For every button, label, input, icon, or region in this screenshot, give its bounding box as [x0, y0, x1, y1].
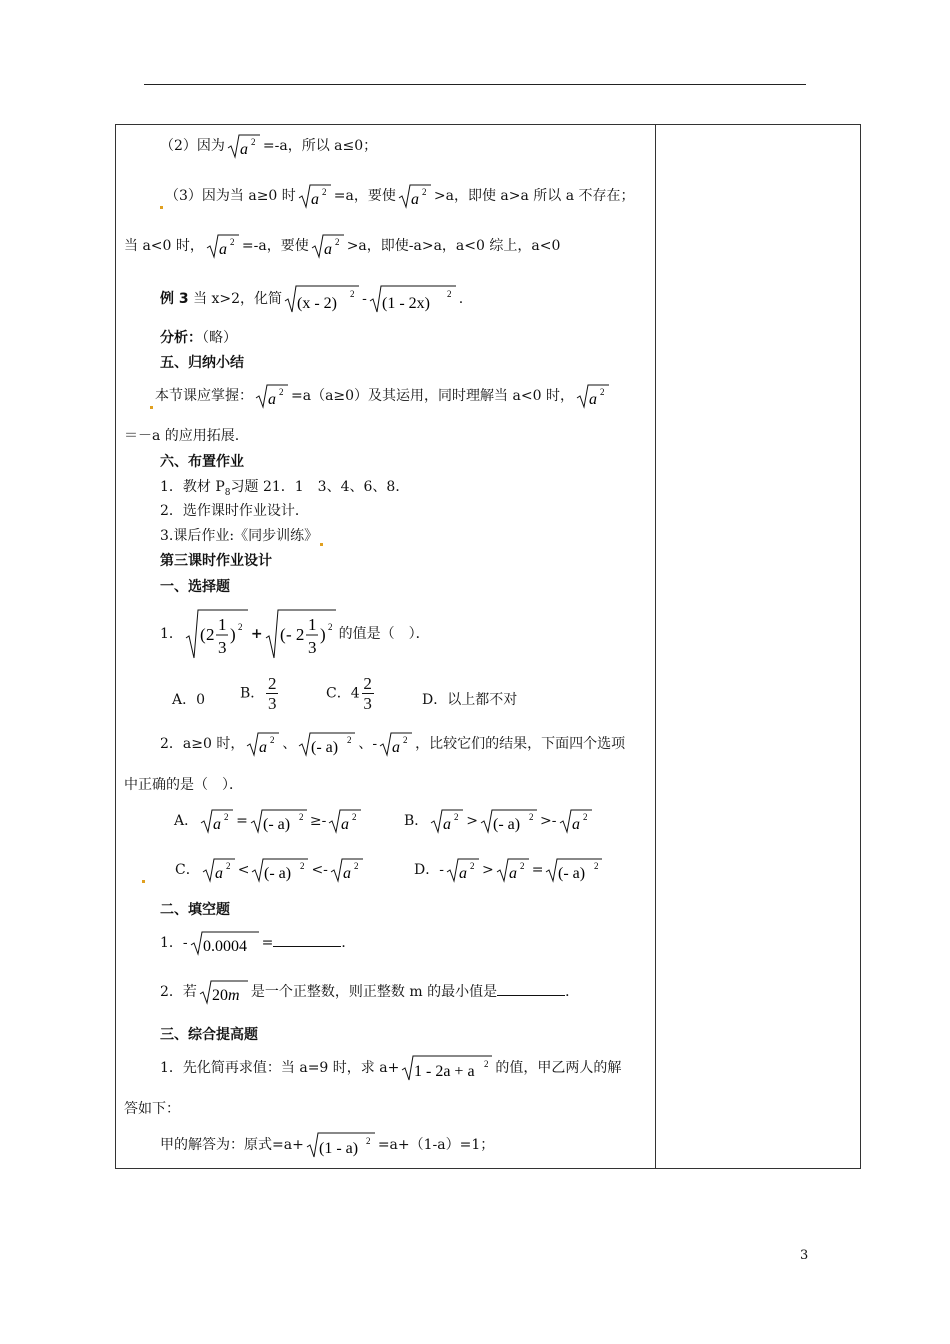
svg-text:(: ( [279, 625, 286, 644]
svg-text:2: 2 [225, 861, 231, 871]
design-title: 第三课时作业设计 [160, 553, 272, 569]
sqrt-negative-a-squared [251, 857, 309, 883]
section-choice-heading: 一、选择题 [160, 579, 230, 595]
svg-text:a: a [410, 191, 419, 208]
header-rule [144, 84, 806, 85]
sqrt-a-squared [576, 383, 610, 409]
svg-text:a: a [218, 241, 227, 258]
section-summary-heading: 五、归纳小结 [160, 355, 244, 371]
sqrt-decimal [190, 930, 260, 956]
sqrt-negative-mixed-number-squared [265, 608, 337, 660]
svg-text:2: 2 [582, 812, 587, 822]
svg-text:2: 2 [237, 622, 243, 632]
sqrt-a-squared [246, 731, 280, 757]
svg-text:2: 2 [347, 735, 352, 745]
sqrt-a-squared [298, 183, 332, 209]
svg-text:1: 1 [307, 615, 317, 634]
svg-text:2: 2 [205, 625, 215, 644]
q2-option-a: A． a 2 = (- a) 2 ≥- a 2 [174, 808, 364, 834]
svg-text:2: 2 [298, 812, 304, 822]
q1-option-d: D．以上都不对 [422, 692, 518, 708]
svg-text:2: 2 [300, 861, 305, 871]
svg-text:a: a [392, 739, 401, 756]
svg-text:a: a [259, 739, 268, 756]
svg-text:2: 2 [279, 387, 284, 397]
analysis-line: 分析：（略） [160, 330, 237, 346]
svg-text:2: 2 [321, 187, 327, 197]
sqrt-negative-a-squared [545, 857, 603, 883]
svg-text:1: 1 [217, 615, 227, 634]
student-a-solution: 甲的解答为：原式=a+ (1 - a) 2 =a+（1-a）=1； [160, 1131, 494, 1159]
example-3: 例 3 当 x>2，化简 (x - 2) 2 - (1 - 2x) 2 . [160, 284, 463, 314]
sqrt-mixed-number-squared [185, 608, 249, 660]
svg-text:2: 2 [446, 289, 452, 299]
fill-question-2: 2．若 20m 是一个正整数，则正整数 m 的最小值是 ． [160, 979, 579, 1005]
svg-text:2: 2 [594, 861, 599, 871]
svg-text:a: a [508, 865, 517, 882]
svg-text:2: 2 [484, 1059, 489, 1069]
section-fill-heading: 二、填空题 [160, 902, 230, 918]
svg-text:2: 2 [270, 735, 275, 745]
fill-question-1: 1．- 0.0004 = ． [160, 930, 355, 956]
sqrt-a-squared [446, 857, 480, 883]
sqrt-a-squared [328, 808, 362, 834]
svg-text:0.0004: 0.0004 [202, 938, 247, 955]
svg-text:a: a [443, 816, 452, 833]
svg-text:2: 2 [469, 861, 475, 871]
advanced-question-1: 1．先化简再求值：当 a=9 时，求 a+ 1 - 2a + a 2 的值，甲乙两人的解 [160, 1054, 621, 1082]
table-column-divider [655, 124, 656, 1169]
svg-text:1 - 2a + a: 1 - 2a + a [414, 1063, 475, 1080]
svg-text:2: 2 [365, 1136, 371, 1146]
svg-text:2: 2 [250, 137, 256, 147]
svg-text:3: 3 [307, 638, 317, 657]
sqrt-a-squared [559, 808, 593, 834]
page-number: 3 [800, 1248, 809, 1263]
svg-text:20m: 20m [211, 987, 240, 1004]
sqrt-a-squared [379, 731, 413, 757]
summary-line-continued: ＝－a 的应用拓展. [124, 428, 240, 444]
q1-option-a: A．0 [172, 692, 206, 708]
svg-text:(1 - a): (1 - a) [318, 1140, 358, 1157]
summary-line: 本节课应掌握： a 2 =a（a≥0）及其运用，同时理解当 a<0 时， a 2 [148, 383, 612, 409]
svg-text:2: 2 [224, 812, 229, 822]
marker-dot [320, 543, 323, 546]
svg-text:(- a): (- a) [493, 816, 521, 833]
svg-text:2: 2 [403, 735, 408, 745]
svg-text:a: a [571, 816, 580, 833]
svg-text:(- a): (- a) [264, 865, 292, 882]
svg-text:2: 2 [519, 861, 525, 871]
svg-text:(x - 2): (x - 2) [297, 295, 338, 312]
svg-text:a: a [323, 241, 332, 258]
svg-text:a: a [588, 391, 597, 408]
section-homework-heading: 六、布置作业 [160, 454, 244, 470]
svg-text:3: 3 [217, 638, 227, 657]
svg-text:2: 2 [353, 861, 359, 871]
q1-option-b: B． $\frac{2}{3}$ [240, 674, 277, 713]
sqrt-a-squared [496, 857, 530, 883]
choice-question-2-continued: 中正确的是（ ）． [124, 777, 243, 793]
svg-text:a: a [310, 191, 319, 208]
q2-option-d: D．- a 2 > a 2 = (- a) 2 [414, 857, 605, 883]
q2-option-c: C． a 2 < (- a) 2 <- a 2 [140, 857, 366, 883]
svg-text:2: 2 [454, 812, 459, 822]
svg-text:2: 2 [421, 187, 427, 197]
svg-text:2: 2 [229, 237, 235, 247]
choice-question-2: 2．a≥0 时， a 2 、 (- a) 2 、- a 2 ，比较它们的结果，下面四个选项 [160, 731, 625, 757]
sqrt-1-minus-a-squared [306, 1131, 376, 1159]
svg-text:2: 2 [599, 387, 605, 397]
q1-option-c: C．4 $\frac{2}{3}$ [326, 674, 372, 713]
answer-blank[interactable] [497, 981, 565, 996]
sqrt-a-squared [330, 857, 364, 883]
svg-text:2: 2 [327, 622, 333, 632]
svg-text:(: ( [199, 625, 206, 644]
answer-blank[interactable] [273, 932, 341, 947]
svg-text:2: 2 [352, 812, 357, 822]
sqrt-a-squared [398, 183, 432, 209]
line-case-3: （3）因为当 a≥0 时 a 2 =a，要使 a 2 >a，即使 a>a 所以 a 不存在； [158, 183, 635, 209]
line-case-3-continued: 当 a<0 时， a 2 =-a，要使 a 2 >a，即使-a>a，a<0 综上，a<0 [124, 233, 560, 259]
svg-text:2: 2 [334, 237, 340, 247]
svg-text:(1 - 2x): (1 - 2x) [381, 295, 430, 312]
sqrt-a-squared [430, 808, 464, 834]
sqrt-a-squared [255, 383, 289, 409]
homework-item-1: 1．教材 $P_8$习题 21．1 3、4、6、8． [160, 479, 410, 498]
sqrt-1-minus-2x-squared [369, 284, 457, 314]
svg-text:): ) [229, 625, 236, 644]
q2-option-b: B． a 2 > (- a) 2 >- a 2 [404, 808, 595, 834]
sqrt-a-squared [311, 233, 345, 259]
sqrt-a-squared [227, 133, 261, 159]
marker-dot [142, 880, 145, 883]
fraction-two-thirds: $\frac{2}{3}$ [363, 674, 372, 713]
sqrt-a-squared [206, 233, 240, 259]
svg-text:(- a): (- a) [558, 865, 586, 882]
svg-text:a: a [341, 816, 350, 833]
svg-text:2: 2 [529, 812, 534, 822]
svg-text:2: 2 [350, 289, 355, 299]
svg-text:a: a [213, 816, 222, 833]
sqrt-x-minus-2-squared [284, 284, 360, 314]
homework-item-2: 2．选作课时作业设计． [160, 503, 309, 519]
svg-text:a: a [214, 865, 223, 882]
section-advanced-heading: 三、综合提高题 [160, 1027, 258, 1043]
svg-text:a: a [268, 391, 276, 408]
svg-text:a: a [458, 865, 467, 882]
svg-text:a: a [342, 865, 351, 882]
homework-item-3: 3.课后作业:《同步训练》 [160, 526, 325, 546]
svg-text:(- a): (- a) [311, 739, 339, 756]
svg-text:): ) [319, 625, 326, 644]
sqrt-negative-a-squared [250, 808, 308, 834]
choice-question-1: 1． ( 2 1 3 ) 2 + ( - 2 1 3 ) 2 的值是（ ）． [160, 608, 430, 660]
sqrt-20m [199, 979, 249, 1005]
sqrt-a-squared [202, 857, 236, 883]
sqrt-negative-a-squared [298, 731, 356, 757]
svg-text:a: a [239, 141, 248, 158]
sqrt-1-minus-2a-plus-a-squared [401, 1054, 493, 1082]
advanced-question-1-continued: 答如下： [124, 1101, 180, 1117]
line-case-2: （2）因为 a 2 =-a，所以 a≤0； [160, 133, 377, 159]
fraction-two-thirds: $\frac{2}{3}$ [268, 674, 277, 713]
marker-dot [150, 406, 153, 409]
marker-dot [160, 206, 163, 209]
sqrt-a-squared [200, 808, 234, 834]
svg-text:- 2: - 2 [285, 625, 305, 644]
sqrt-negative-a-squared [480, 808, 538, 834]
svg-text:(- a): (- a) [262, 816, 290, 833]
